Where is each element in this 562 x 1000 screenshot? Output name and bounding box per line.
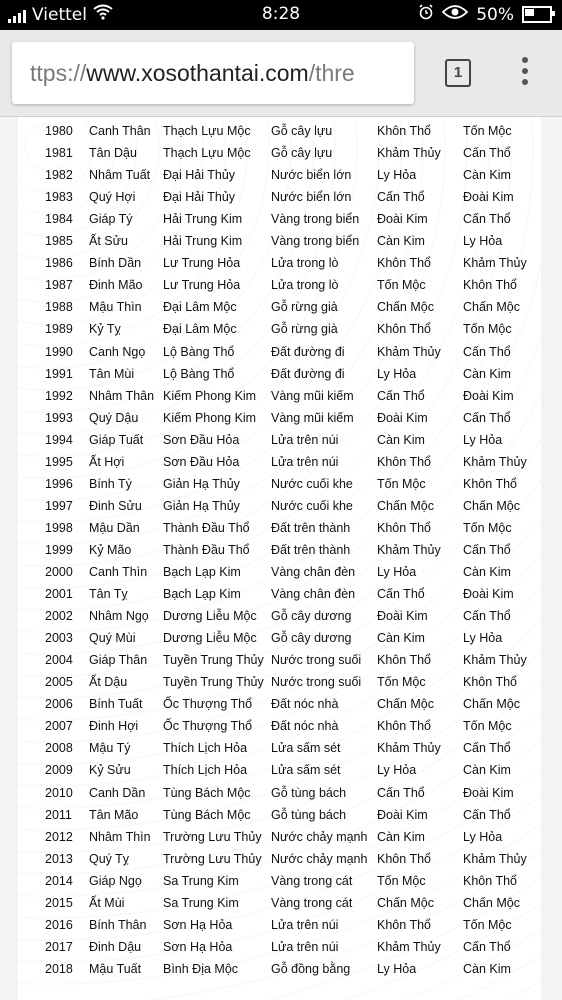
overflow-menu-icon[interactable]	[520, 57, 530, 89]
cung-nu-cell: Chấn Mộc	[463, 498, 520, 513]
can-chi-cell: Canh Ngọ	[89, 344, 146, 359]
cung-nam-cell: Khôn Thổ	[377, 719, 431, 734]
table-row	[18, 230, 541, 252]
can-chi-cell: Mậu Tuất	[89, 961, 142, 976]
cung-nu-cell: Khôn Thổ	[463, 675, 517, 690]
table-row	[18, 759, 541, 781]
cung-nu-cell: Đoài Kim	[463, 190, 514, 205]
year-cell: 1981	[45, 146, 73, 161]
year-cell: 1989	[45, 322, 73, 337]
year-cell: 2016	[45, 917, 73, 932]
cung-nam-cell: Ly Hỏa	[377, 565, 417, 579]
table-row	[18, 848, 541, 870]
cung-nu-cell: Tốn Mộc	[463, 719, 512, 734]
meaning-cell: Đất trên thành	[271, 520, 351, 535]
cung-nu-cell: Ly Hỏa	[463, 829, 503, 844]
status-bar	[0, 0, 562, 30]
url-bar[interactable]	[12, 42, 414, 104]
year-cell: 2008	[45, 741, 73, 756]
can-chi-cell: Tân Dậu	[89, 146, 137, 161]
table-row	[18, 715, 541, 737]
menh-cell: Bình Địa Mộc	[163, 961, 239, 976]
meaning-cell: Vàng trong biển	[271, 234, 360, 249]
cung-nu-cell: Đoài Kim	[463, 587, 514, 602]
can-chi-cell: Giáp Thân	[89, 653, 148, 668]
menh-cell: Lộ Bàng Thổ	[163, 344, 235, 359]
can-chi-cell: Kỷ Mão	[89, 542, 132, 557]
menh-cell: Hải Trung Kim	[163, 212, 243, 227]
menh-cell: Đại Lâm Mộc	[163, 300, 237, 315]
menh-cell: Sơn Đầu Hỏa	[163, 432, 240, 447]
year-cell: 1999	[45, 542, 73, 557]
year-cell: 2010	[45, 785, 73, 800]
table-row	[18, 826, 541, 848]
meaning-cell: Đất nóc nhà	[271, 719, 339, 734]
can-chi-cell: Mậu Dần	[89, 520, 140, 535]
meaning-cell: Vàng trong cát	[271, 873, 353, 888]
table-row	[18, 186, 541, 208]
cung-nam-cell: Cấn Thổ	[377, 190, 425, 205]
table-row	[18, 936, 541, 958]
year-cell: 2003	[45, 631, 73, 646]
year-cell: 2000	[45, 565, 73, 579]
menh-cell: Sa Trung Kim	[163, 873, 239, 888]
can-chi-cell: Ất Mùi	[89, 895, 125, 910]
meaning-cell: Vàng chân đèn	[271, 587, 356, 602]
meaning-cell: Gỗ đồng bằng	[271, 961, 351, 976]
meaning-cell: Lửa trên núi	[271, 939, 339, 954]
meaning-cell: Lửa trên núi	[271, 917, 339, 932]
can-chi-cell: Đinh Hợi	[89, 719, 139, 734]
meaning-cell: Đất trên thành	[271, 542, 351, 557]
meaning-cell: Lửa trong lò	[271, 256, 339, 271]
url-scheme: ttps://	[30, 60, 87, 86]
cung-nam-cell: Ly Hỏa	[377, 168, 417, 183]
year-cell: 2009	[45, 763, 73, 778]
cung-nu-cell: Cấn Thổ	[463, 741, 511, 756]
year-cell: 2006	[45, 697, 73, 712]
cung-nu-cell: Ly Hỏa	[463, 432, 503, 447]
year-cell: 1998	[45, 520, 73, 535]
year-cell: 1992	[45, 388, 73, 403]
table-row	[18, 274, 541, 296]
can-chi-cell: Canh Thân	[89, 124, 151, 138]
year-cell: 2017	[45, 939, 73, 954]
year-cell: 1993	[45, 410, 73, 425]
table-row	[18, 649, 541, 671]
menh-cell: Lộ Bàng Thổ	[163, 366, 235, 381]
can-chi-cell: Quý Hợi	[89, 190, 136, 205]
table-row	[18, 671, 541, 693]
menh-cell: Giản Hạ Thủy	[163, 476, 240, 491]
can-chi-cell: Đinh Sửu	[89, 498, 142, 513]
cung-nam-cell: Khôn Thổ	[377, 124, 431, 138]
meaning-cell: Gỗ tùng bách	[271, 785, 347, 800]
table-row	[18, 914, 541, 936]
menh-cell: Trường Lưu Thủy	[163, 829, 262, 844]
can-chi-cell: Bính Thân	[89, 917, 147, 932]
year-cell: 1982	[45, 168, 73, 183]
year-cell: 2013	[45, 851, 73, 866]
cung-nu-cell: Đoài Kim	[463, 785, 514, 800]
cung-nu-cell: Khôn Thổ	[463, 476, 517, 491]
carrier-label: Viettel	[32, 4, 87, 25]
menh-cell: Bạch Lạp Kim	[163, 565, 241, 579]
menh-cell: Đại Lâm Mộc	[163, 322, 237, 337]
cung-nu-cell: Càn Kim	[463, 961, 511, 976]
tab-switcher-button[interactable]: 1	[445, 59, 471, 87]
meaning-cell: Lửa trong lò	[271, 278, 339, 293]
menh-cell: Đại Hải Thủy	[163, 190, 236, 205]
meaning-cell: Lửa sấm sét	[271, 763, 341, 778]
cung-nam-cell: Khảm Thủy	[377, 741, 441, 756]
can-chi-cell: Nhâm Tuất	[89, 168, 151, 183]
year-cell: 2005	[45, 675, 73, 690]
menh-cell: Tuyền Trung Thủy	[163, 675, 264, 690]
cung-nu-cell: Càn Kim	[463, 763, 511, 778]
cung-nam-cell: Đoài Kim	[377, 807, 428, 822]
year-cell: 1988	[45, 300, 73, 315]
clock: 8:28	[261, 4, 301, 24]
table-row	[18, 142, 541, 164]
cung-nam-cell: Tốn Mộc	[377, 675, 426, 690]
can-chi-cell: Tân Tỵ	[89, 587, 128, 602]
year-cell: 1994	[45, 432, 73, 447]
can-chi-cell: Mậu Thìn	[89, 300, 142, 315]
meaning-cell: Đất nóc nhà	[271, 697, 339, 712]
cung-nu-cell: Cấn Thổ	[463, 609, 511, 624]
cung-nam-cell: Khôn Thổ	[377, 520, 431, 535]
cung-nu-cell: Ly Hỏa	[463, 234, 503, 249]
can-chi-cell: Giáp Tuất	[89, 432, 144, 447]
cung-nu-cell: Cấn Thổ	[463, 410, 511, 425]
can-chi-cell: Mậu Tý	[89, 741, 131, 756]
meaning-cell: Gỗ cây dương	[271, 609, 352, 624]
can-chi-cell: Giáp Ngọ	[89, 873, 142, 888]
cung-nu-cell: Đoài Kim	[463, 388, 514, 403]
meaning-cell: Nước trong suối	[271, 675, 362, 690]
cung-nam-cell: Cấn Thổ	[377, 785, 425, 800]
cung-nu-cell: Khảm Thủy	[463, 851, 527, 866]
can-chi-cell: Đinh Dậu	[89, 939, 142, 954]
table-row	[18, 539, 541, 561]
cung-nam-cell: Khảm Thủy	[377, 939, 441, 954]
cung-nam-cell: Khôn Thổ	[377, 454, 431, 469]
table-row	[18, 870, 541, 892]
cung-nam-cell: Đoài Kim	[377, 410, 428, 425]
table-row	[18, 296, 541, 318]
menh-cell: Lư Trung Hỏa	[163, 278, 241, 293]
cung-nam-cell: Cấn Thổ	[377, 388, 425, 403]
cung-nam-cell: Khôn Thổ	[377, 917, 431, 932]
battery-icon	[522, 6, 552, 23]
year-cell: 1984	[45, 212, 73, 227]
meaning-cell: Nước chảy mạnh	[271, 829, 368, 844]
menh-cell: Giản Hạ Thủy	[163, 498, 240, 513]
table-row	[18, 737, 541, 759]
cung-nu-cell: Cấn Thổ	[463, 807, 511, 822]
year-cell: 1997	[45, 498, 73, 513]
cung-nam-cell: Chấn Mộc	[377, 498, 434, 513]
cung-nam-cell: Đoài Kim	[377, 609, 428, 624]
cung-nam-cell: Chấn Mộc	[377, 300, 434, 315]
cung-nam-cell: Càn Kim	[377, 432, 425, 447]
meaning-cell: Nước biển lớn	[271, 190, 352, 205]
cung-nu-cell: Tốn Mộc	[463, 520, 512, 535]
table-row	[18, 517, 541, 539]
cung-nam-cell: Đoài Kim	[377, 212, 428, 227]
year-cell: 1995	[45, 454, 73, 469]
cung-nam-cell: Càn Kim	[377, 234, 425, 249]
cung-nu-cell: Khảm Thủy	[463, 653, 527, 668]
alarm-icon	[418, 4, 434, 25]
meaning-cell: Đất đường đi	[271, 344, 345, 359]
can-chi-cell: Canh Dần	[89, 785, 146, 800]
cung-nam-cell: Tốn Mộc	[377, 476, 426, 491]
cung-nam-cell: Khôn Thổ	[377, 256, 431, 271]
cung-nam-cell: Ly Hỏa	[377, 961, 417, 976]
table-row	[18, 407, 541, 429]
menh-cell: Thạch Lựu Mộc	[163, 146, 251, 161]
table-row	[18, 958, 541, 980]
cung-nu-cell: Cấn Thổ	[463, 939, 511, 954]
cung-nam-cell: Khôn Thổ	[377, 851, 431, 866]
menh-cell: Thích Lịch Hỏa	[163, 763, 248, 778]
cung-nam-cell: Tốn Mộc	[377, 278, 426, 293]
year-cell: 2002	[45, 609, 73, 624]
year-cell: 1996	[45, 476, 73, 491]
cung-nu-cell: Ly Hỏa	[463, 631, 503, 646]
menh-cell: Trường Lưu Thủy	[163, 851, 262, 866]
menh-cell: Kiếm Phong Kim	[163, 410, 257, 425]
table-row	[18, 693, 541, 715]
meaning-cell: Gỗ rừng già	[271, 300, 338, 315]
table-row	[18, 164, 541, 186]
menh-cell: Lư Trung Hỏa	[163, 256, 241, 271]
meaning-cell: Gỗ cây lựu	[271, 146, 333, 161]
menh-cell: Thích Lịch Hỏa	[163, 741, 248, 756]
menh-cell: Kiếm Phong Kim	[163, 388, 257, 403]
cung-nam-cell: Chấn Mộc	[377, 895, 434, 910]
cung-nu-cell: Cấn Thổ	[463, 212, 511, 227]
cung-nu-cell: Chấn Mộc	[463, 697, 520, 712]
cung-nu-cell: Cấn Thổ	[463, 542, 511, 557]
menh-cell: Sa Trung Kim	[163, 895, 239, 910]
year-cell: 2007	[45, 719, 73, 734]
cung-nu-cell: Càn Kim	[463, 366, 511, 381]
cung-nu-cell: Khôn Thổ	[463, 873, 517, 888]
cung-nu-cell: Chấn Mộc	[463, 895, 520, 910]
table-row	[18, 341, 541, 363]
meaning-cell: Vàng chân đèn	[271, 565, 356, 579]
browser-toolbar	[0, 30, 562, 117]
year-cell: 2011	[45, 807, 72, 822]
menh-cell: Tùng Bách Mộc	[163, 785, 251, 800]
battery-label: 50%	[476, 4, 514, 25]
menh-cell: Ốc Thượng Thổ	[163, 719, 253, 734]
year-cell: 1990	[45, 344, 73, 359]
meaning-cell: Vàng trong biển	[271, 212, 360, 227]
table-row	[18, 782, 541, 804]
table-row	[18, 892, 541, 914]
menh-cell: Hải Trung Kim	[163, 234, 243, 249]
table-row	[18, 429, 541, 451]
can-chi-cell: Tân Mão	[89, 807, 139, 822]
meaning-cell: Lửa trên núi	[271, 432, 339, 447]
meaning-cell: Nước biển lớn	[271, 168, 352, 183]
year-cell: 2014	[45, 873, 73, 888]
cung-nam-cell: Ly Hỏa	[377, 366, 417, 381]
cung-nu-cell: Tốn Mộc	[463, 124, 512, 138]
can-chi-cell: Canh Thìn	[89, 565, 148, 579]
table-row	[18, 583, 541, 605]
can-chi-cell: Quý Dậu	[89, 410, 139, 425]
year-cell: 1991	[45, 366, 73, 381]
year-cell: 2004	[45, 653, 73, 668]
menh-cell: Sơn Đầu Hỏa	[163, 454, 240, 469]
cung-nam-cell: Cấn Thổ	[377, 587, 425, 602]
year-cell: 1980	[45, 124, 73, 138]
year-cell: 2001	[45, 587, 73, 602]
table-row	[18, 561, 541, 583]
can-chi-cell: Bính Tuất	[89, 697, 143, 712]
cung-nu-cell: Cấn Thổ	[463, 146, 511, 161]
can-chi-cell: Bính Dần	[89, 256, 142, 271]
can-chi-cell: Quý Tỵ	[89, 851, 130, 866]
menh-cell: Tùng Bách Mộc	[163, 807, 251, 822]
can-chi-cell: Đinh Mão	[89, 278, 143, 293]
table-row	[18, 804, 541, 826]
cung-nu-cell: Khảm Thủy	[463, 454, 527, 469]
year-cell: 1987	[45, 278, 73, 293]
menh-cell: Tuyền Trung Thủy	[163, 653, 264, 668]
cung-nu-cell: Khảm Thủy	[463, 256, 527, 271]
menh-cell: Dương Liễu Mộc	[163, 631, 257, 646]
year-cell: 2015	[45, 895, 73, 910]
menh-cell: Đại Hải Thủy	[163, 168, 236, 183]
menh-cell: Thành Đầu Thổ	[163, 520, 250, 535]
table-row	[18, 318, 541, 340]
page-content	[0, 117, 562, 1000]
table-row	[18, 363, 541, 385]
can-chi-cell: Ất Sửu	[89, 234, 128, 249]
table-row	[18, 473, 541, 495]
meaning-cell: Gỗ rừng già	[271, 322, 338, 337]
meaning-cell: Lửa trên núi	[271, 454, 339, 469]
cung-nam-cell: Càn Kim	[377, 631, 425, 646]
menh-cell: Thạch Lựu Mộc	[163, 124, 251, 138]
meaning-cell: Gỗ cây lựu	[271, 124, 333, 138]
meaning-cell: Vàng mũi kiếm	[271, 410, 354, 425]
year-cell: 1983	[45, 190, 73, 205]
meaning-cell: Nước cuối khe	[271, 476, 353, 491]
menh-cell: Sơn Hạ Hỏa	[163, 939, 233, 954]
table-row	[18, 605, 541, 627]
can-chi-cell: Quý Mùi	[89, 631, 136, 646]
meaning-cell: Nước trong suối	[271, 653, 362, 668]
url-path: /thre	[308, 60, 355, 86]
menh-cell: Sơn Hạ Hỏa	[163, 917, 233, 932]
can-chi-cell: Kỷ Tỵ	[89, 322, 121, 337]
meaning-cell: Gỗ tùng bách	[271, 807, 347, 822]
cung-nam-cell: Càn Kim	[377, 829, 425, 844]
can-chi-cell: Bính Tý	[89, 476, 132, 491]
year-cell: 2012	[45, 829, 73, 844]
zodiac-table	[18, 117, 541, 1000]
can-chi-cell: Nhâm Ngọ	[89, 609, 149, 624]
year-cell: 2018	[45, 961, 73, 976]
eye-icon	[442, 4, 468, 25]
can-chi-cell: Kỷ Sửu	[89, 763, 131, 778]
can-chi-cell: Nhâm Thân	[89, 388, 155, 403]
url-host: www.xosothantai.com	[86, 60, 309, 86]
can-chi-cell: Nhâm Thìn	[89, 829, 151, 844]
cung-nu-cell: Cấn Thổ	[463, 344, 511, 359]
menh-cell: Ốc Thượng Thổ	[163, 697, 253, 712]
cung-nam-cell: Chấn Mộc	[377, 697, 434, 712]
table-row	[18, 385, 541, 407]
can-chi-cell: Tân Mùi	[89, 366, 135, 381]
meaning-cell: Gỗ cây dương	[271, 631, 352, 646]
cung-nam-cell: Tốn Mộc	[377, 873, 426, 888]
table-row	[18, 252, 541, 274]
meaning-cell: Nước chảy mạnh	[271, 851, 368, 866]
table-row	[18, 627, 541, 649]
status-right	[418, 4, 552, 25]
menh-cell: Bạch Lạp Kim	[163, 587, 241, 602]
table-row	[18, 120, 541, 142]
table-row	[18, 208, 541, 230]
cung-nu-cell: Chấn Mộc	[463, 300, 520, 315]
meaning-cell: Lửa sấm sét	[271, 741, 341, 756]
cung-nu-cell: Càn Kim	[463, 168, 511, 183]
table-row	[18, 451, 541, 473]
cung-nam-cell: Khôn Thổ	[377, 653, 431, 668]
meaning-cell: Đất đường đi	[271, 366, 345, 381]
table-row	[18, 495, 541, 517]
cung-nam-cell: Khảm Thủy	[377, 542, 441, 557]
year-cell: 1986	[45, 256, 73, 271]
cung-nu-cell: Khôn Thổ	[463, 278, 517, 293]
cung-nu-cell: Càn Kim	[463, 565, 511, 579]
cung-nam-cell: Khảm Thủy	[377, 146, 441, 161]
menh-cell: Dương Liễu Mộc	[163, 609, 257, 624]
can-chi-cell: Ất Hợi	[89, 454, 125, 469]
meaning-cell: Nước cuối khe	[271, 498, 353, 513]
meaning-cell: Vàng trong cát	[271, 895, 353, 910]
menh-cell: Thành Đầu Thổ	[163, 542, 250, 557]
can-chi-cell: Ất Dậu	[89, 675, 128, 690]
meaning-cell: Vàng mũi kiếm	[271, 388, 354, 403]
cung-nu-cell: Tốn Mộc	[463, 917, 512, 932]
cung-nu-cell: Tốn Mộc	[463, 322, 512, 337]
cung-nam-cell: Khôn Thổ	[377, 322, 431, 337]
cung-nam-cell: Ly Hỏa	[377, 763, 417, 778]
year-cell: 1985	[45, 234, 73, 249]
cung-nam-cell: Khảm Thủy	[377, 344, 441, 359]
can-chi-cell: Giáp Tý	[89, 212, 133, 227]
